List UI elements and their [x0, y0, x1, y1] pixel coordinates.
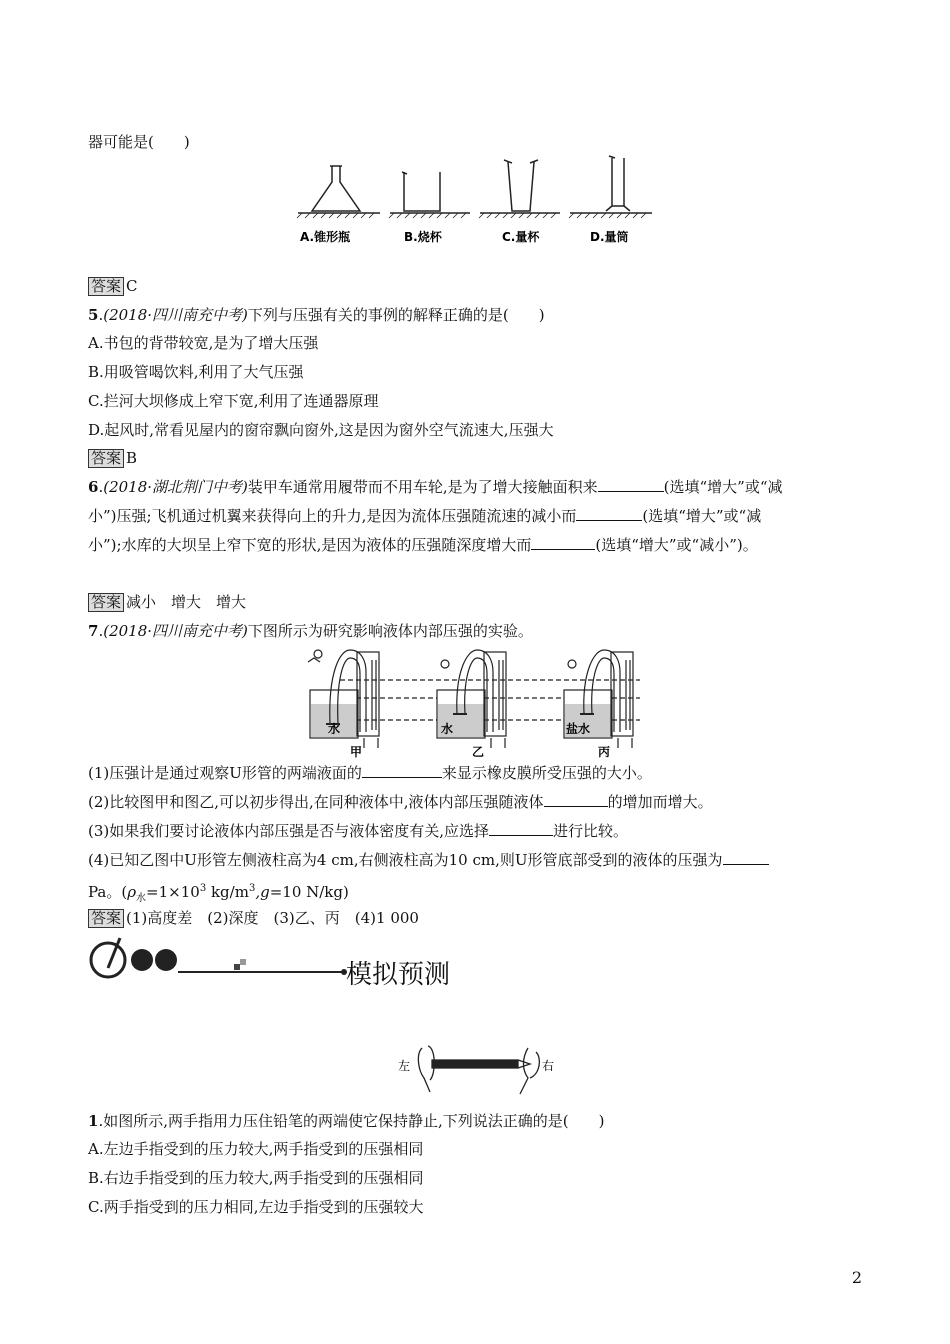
- q5-option-d: D.起风时,常看见屋内的窗帘飘向窗外,这是因为窗外空气流速大,压强大: [88, 421, 554, 439]
- q4-fig-label-d: D.量筒: [590, 230, 629, 244]
- answer-tag: 答案: [88, 277, 124, 296]
- pencil-fingers-figure: [396, 1040, 556, 1100]
- q5-stem: 5.(2018·四川南充中考)下列与压强有关的事例的解释正确的是( ): [88, 306, 545, 324]
- section-title: 模拟预测: [346, 960, 451, 990]
- mock-q1-option-c: C.两手指受到的压力相同,左边手指受到的压强较大: [88, 1198, 424, 1216]
- q4-container-figure: [290, 150, 660, 250]
- q7-blank-3[interactable]: [489, 821, 553, 836]
- q7-stem: 7.(2018·四川南充中考)下图所示为研究影响液体内部压强的实验。: [88, 622, 533, 640]
- q6-line-1: 6.(2018·湖北荆门中考)装甲车通常用履带而不用车轮,是为了增大接触面积来 (选填“增大”或“减: [88, 478, 783, 496]
- page-number: 2: [851, 1268, 862, 1287]
- q7-blank-1[interactable]: [362, 763, 442, 778]
- q7-part-4-cont: Pa。($\rho_水=1\times 10^3$ $kg/m^3,g=10$ N/kg): [88, 883, 349, 904]
- q5-option-c: C.拦河大坝修成上窄下宽,利用了连通器原理: [88, 392, 379, 410]
- q4-fig-label-a: A.锥形瓶: [300, 230, 351, 244]
- mock-q1-stem: 1.如图所示,两手指用力压住铅笔的两端使它保持静止,下列说法正确的是( ): [88, 1112, 605, 1130]
- q7-part-1: (1)压强计是通过观察U形管的两端液面的 来显示橡皮膜所受压强的大小。: [88, 764, 652, 782]
- q7-answer: 答案 (1)高度差 (2)深度 (3)乙、丙 (4)1 000: [88, 908, 419, 928]
- q7-part-4: (4)已知乙图中U形管左侧液柱高为4 cm,右侧液柱高为10 cm,则U形管底部受到的液体的压强为: [88, 850, 769, 870]
- liquid-label-3: 盐水: [566, 722, 591, 736]
- fig-label-jia: 甲: [350, 745, 363, 759]
- q6-blank-3[interactable]: [531, 535, 595, 550]
- q4-stem-tail: 器可能是( ): [88, 133, 190, 151]
- q7-part-3: (3)如果我们要讨论液体内部压强是否与液体密度有关,应选择 进行比较。: [88, 822, 629, 840]
- q6-blank-2[interactable]: [576, 506, 642, 521]
- q4-fig-label-b: B.烧杯: [404, 230, 442, 244]
- q7-part-2: (2)比较图甲和图乙,可以初步得出,在同种液体中,液体内部压强随液体 的增加而增大。: [88, 793, 713, 811]
- mock-q1-option-b: B.右边手指受到的压力较大,两手指受到的压强相同: [88, 1169, 424, 1187]
- q5-option-b: B.用吸管喝饮料,利用了大气压强: [88, 363, 304, 381]
- mock-q1-option-a: A.左边手指受到的压力较大,两手指受到的压强相同: [88, 1140, 424, 1158]
- q7-pressure-gauge-figure: [300, 642, 650, 760]
- q7-blank-2[interactable]: [544, 792, 608, 807]
- pencil-label-left: 左: [398, 1059, 411, 1073]
- fig-label-yi: 乙: [472, 745, 485, 759]
- q4-fig-label-c: C.量杯: [502, 230, 540, 244]
- q6-answer: 答案 减小 增大 增大: [88, 592, 246, 612]
- q7-blank-4[interactable]: [723, 850, 769, 865]
- liquid-label-1: 水: [328, 722, 341, 736]
- section-header-decoration: [86, 934, 348, 984]
- q6-line-3: 小”);水库的大坝呈上窄下宽的形状,是因为液体的压强随深度增大而 (选填“增大”或“减小”)。: [88, 536, 758, 554]
- q6-blank-1[interactable]: [598, 477, 664, 492]
- liquid-label-2: 水: [441, 722, 454, 736]
- q4-answer: 答案 C: [88, 276, 138, 296]
- q6-line-2: 小”)压强;飞机通过机翼来获得向上的升力,是因为流体压强随流速的减小而 (选填“增大”或“减: [88, 507, 762, 525]
- q5-option-a: A.书包的背带较宽,是为了增大压强: [88, 334, 319, 352]
- pencil-label-right: 右: [542, 1059, 555, 1073]
- q5-answer: 答案 B: [88, 448, 137, 468]
- fig-label-bing: 丙: [598, 745, 611, 759]
